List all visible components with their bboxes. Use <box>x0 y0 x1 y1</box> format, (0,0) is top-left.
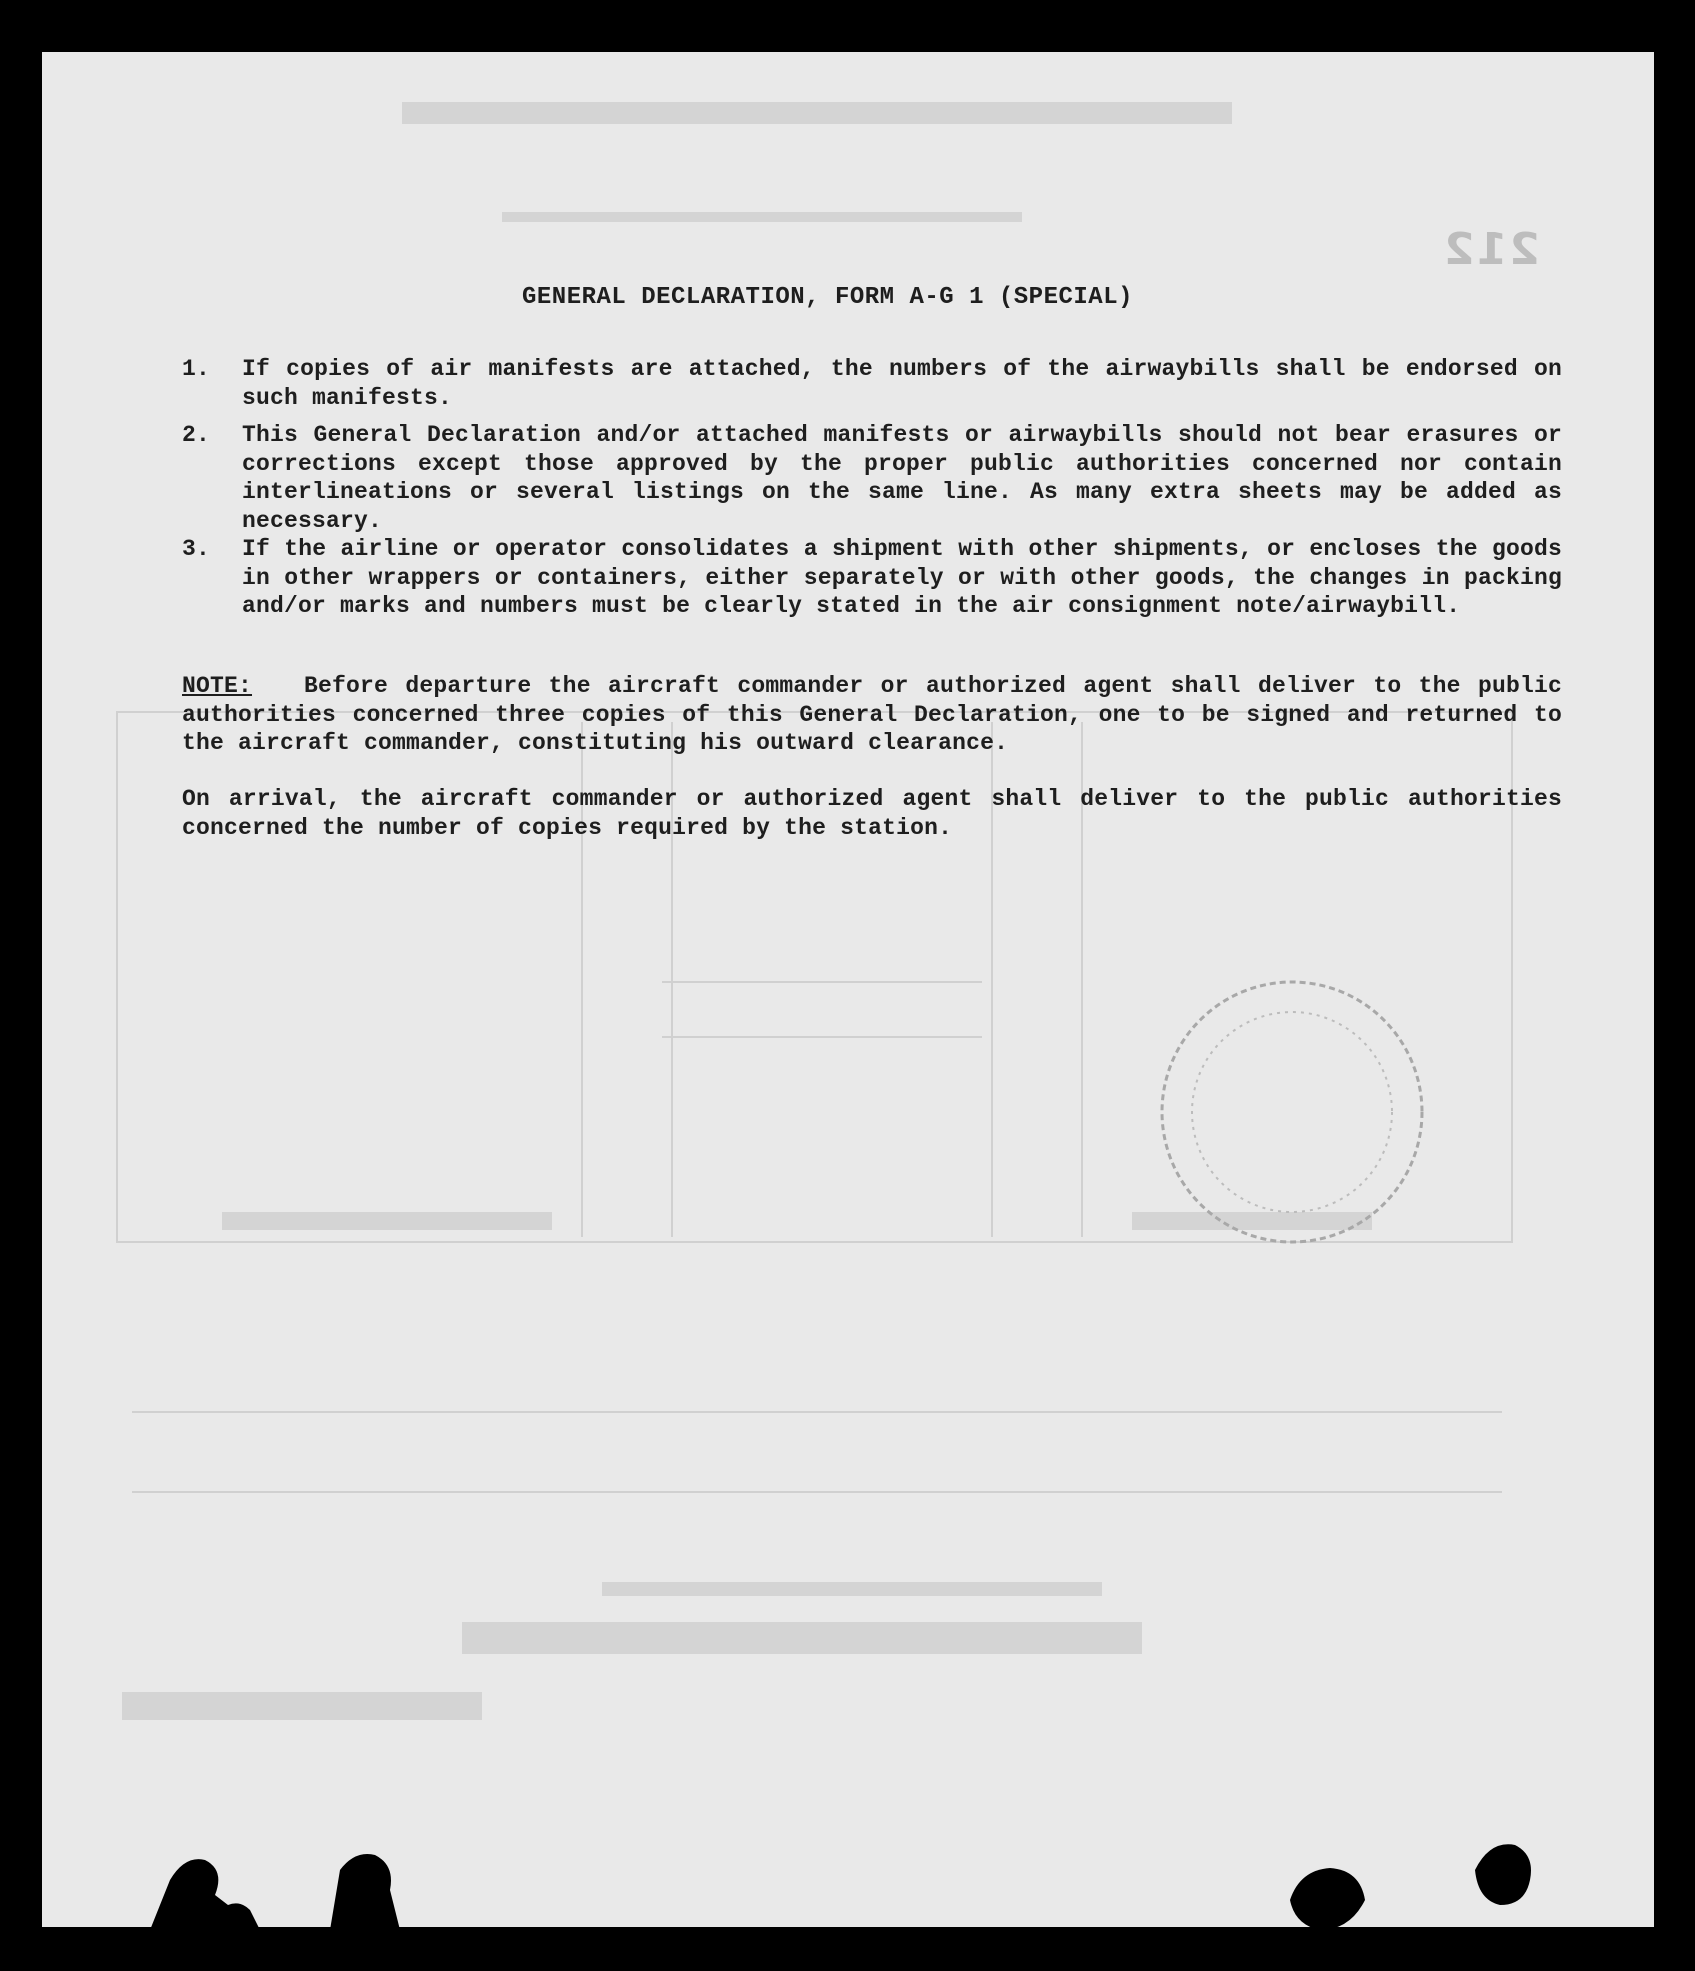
item-number: 2. <box>182 422 211 448</box>
list-item <box>182 535 1562 621</box>
arrival-paragraph: On arrival, the aircraft commander or authorized agent shall deliver to the public authorities concerned the number of copies required by the station. <box>182 786 1562 841</box>
document-page <box>42 52 1654 1927</box>
item-text: If copies of air manifests are attached, the numbers of the airwaybills shall be endorsed on such manifests. <box>242 356 1562 411</box>
bleed-through-marks <box>42 52 1654 1927</box>
document-title: GENERAL DECLARATION, FORM A-G 1 (SPECIAL) <box>522 284 1133 311</box>
page-number: 212 <box>1442 224 1540 275</box>
note-label: NOTE: <box>182 673 253 699</box>
item-number: 1. <box>182 356 211 382</box>
item-number: 3. <box>182 536 211 562</box>
list-item <box>182 355 1562 412</box>
stamp-impression <box>1152 972 1432 1252</box>
item-text: If the airline or operator consolidates a shipment with other shipments, or encloses the goods in other wrappers or containers, either separately or with other goods, the changes in packing and/or marks and numbers must be clearly stated in the air consignment note/airwaybill. <box>242 536 1562 619</box>
item-text: This General Declaration and/or attached manifests or airwaybills should not bear erasures or corrections except those approved by the proper public authorities concerned nor contain interlineations or several listings on the same line. As many extra sheets may be added as necessary. <box>242 422 1562 534</box>
list-item <box>182 421 1562 535</box>
note-paragraph <box>182 672 1562 758</box>
note-text: Before departure the aircraft commander or authorized agent shall deliver to the public authorities concerned three copies of this General Declaration, one to be signed and returned to the aircraft commander, constituting his outward clearance. <box>182 673 1562 756</box>
